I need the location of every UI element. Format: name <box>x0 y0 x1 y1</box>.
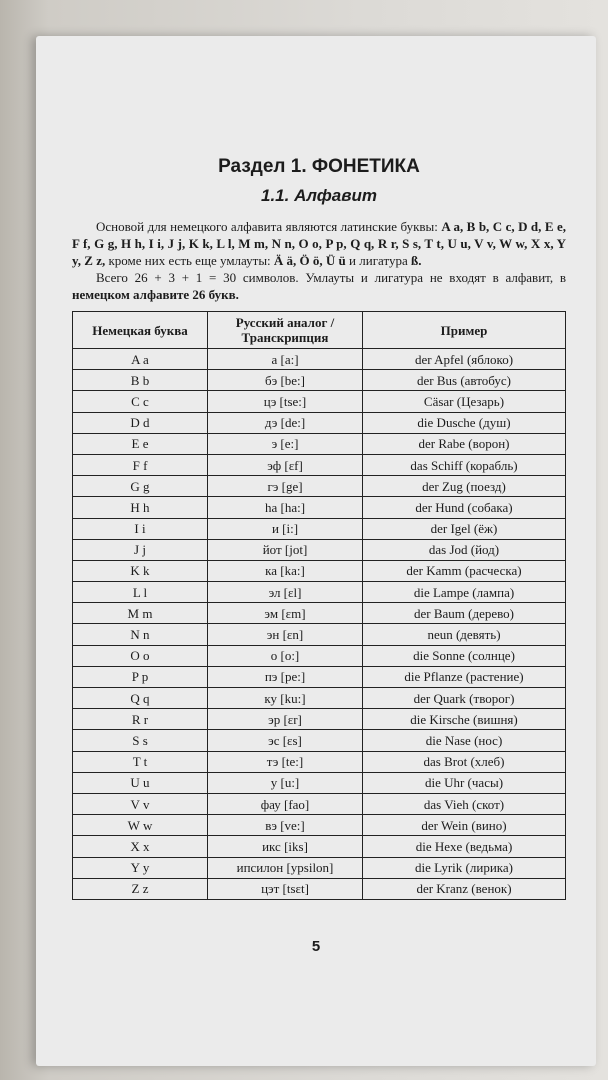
cell-german-letter: I i <box>73 518 208 539</box>
cell-german-letter: R r <box>73 709 208 730</box>
cell-german-letter: F f <box>73 454 208 475</box>
header-example: Пример <box>363 312 566 349</box>
table-row <box>73 518 566 539</box>
cell-example: das Jod (йод) <box>363 539 566 560</box>
cell-russian-transcription: эф [ɛf] <box>208 454 363 475</box>
cell-german-letter: A a <box>73 349 208 370</box>
cell-german-letter: P p <box>73 666 208 687</box>
paragraph2-bold: немецком алфавите 26 букв. <box>72 287 239 302</box>
cell-german-letter: Q q <box>73 688 208 709</box>
book-page <box>36 36 596 1066</box>
table-row <box>73 603 566 624</box>
paragraph-alphabet-basis <box>72 218 566 269</box>
table-row <box>73 751 566 772</box>
page-number: 5 <box>311 938 321 955</box>
cell-german-letter: K k <box>73 560 208 581</box>
cell-example: der Kamm (расческа) <box>363 560 566 581</box>
cell-example: der Apfel (яблоко) <box>363 349 566 370</box>
table-row <box>73 412 566 433</box>
cell-example: der Baum (дерево) <box>363 603 566 624</box>
table-row <box>73 370 566 391</box>
cell-russian-transcription: эр [ɛr] <box>208 709 363 730</box>
table-row <box>73 645 566 666</box>
cell-russian-transcription: эн [ɛn] <box>208 624 363 645</box>
cell-example: die Kirsche (вишня) <box>363 709 566 730</box>
cell-example: der Kranz (венок) <box>363 878 566 899</box>
table-row <box>73 666 566 687</box>
table-header-row <box>73 312 566 349</box>
cell-example: der Quark (творог) <box>363 688 566 709</box>
cell-russian-transcription: тэ [te:] <box>208 751 363 772</box>
table-row <box>73 349 566 370</box>
cell-german-letter: L l <box>73 582 208 603</box>
cell-russian-transcription: йот [jot] <box>208 539 363 560</box>
cell-example: die Lampe (лампа) <box>363 582 566 603</box>
paragraph1-umlauts: Ä ä, Ö ö, Ü ü <box>273 253 346 268</box>
table-row <box>73 815 566 836</box>
cell-example: die Hexe (ведьма) <box>363 836 566 857</box>
paragraph2-text: Всего 26 + 3 + 1 = 30 символов. Умлауты и лигатура не входят в алфавит, в <box>96 270 566 285</box>
cell-russian-transcription: гэ [ge] <box>208 476 363 497</box>
cell-german-letter: O o <box>73 645 208 666</box>
cell-german-letter: U u <box>73 772 208 793</box>
cell-example: der Bus (автобус) <box>363 370 566 391</box>
cell-german-letter: M m <box>73 603 208 624</box>
cell-russian-transcription: эм [ɛm] <box>208 603 363 624</box>
cell-russian-transcription: о [o:] <box>208 645 363 666</box>
cell-example: die Nase (нос) <box>363 730 566 751</box>
cell-example: der Rabe (ворон) <box>363 433 566 454</box>
table-row <box>73 497 566 518</box>
header-german-letter: Немецкая буква <box>73 312 208 349</box>
cell-russian-transcription: бэ [be:] <box>208 370 363 391</box>
cell-german-letter: Z z <box>73 878 208 899</box>
cell-russian-transcription: дэ [de:] <box>208 412 363 433</box>
cell-russian-transcription: пэ [pe:] <box>208 666 363 687</box>
paragraph1-mid: кроме них есть еще умлауты: <box>108 253 271 268</box>
cell-german-letter: N n <box>73 624 208 645</box>
cell-german-letter: J j <box>73 539 208 560</box>
cell-russian-transcription: вэ [ve:] <box>208 815 363 836</box>
cell-russian-transcription: а [a:] <box>208 349 363 370</box>
table-row <box>73 476 566 497</box>
table-row <box>73 582 566 603</box>
table-row <box>73 836 566 857</box>
cell-example: der Hund (собака) <box>363 497 566 518</box>
cell-example: der Igel (ёж) <box>363 518 566 539</box>
cell-russian-transcription: цэ [tse:] <box>208 391 363 412</box>
table-row <box>73 857 566 878</box>
cell-russian-transcription: ha [ha:] <box>208 497 363 518</box>
table-row <box>73 772 566 793</box>
paragraph1-intro: Основой для немецкого алфавита являются латинские буквы: <box>96 219 438 234</box>
cell-example: die Uhr (часы) <box>363 772 566 793</box>
cell-russian-transcription: у [u:] <box>208 772 363 793</box>
cell-example: die Sonne (солнце) <box>363 645 566 666</box>
paragraph1-and: и лигатура <box>349 253 408 268</box>
table-row <box>73 624 566 645</box>
table-row <box>73 878 566 899</box>
subsection-title: 1.1. Алфавит <box>261 186 377 205</box>
cell-german-letter: B b <box>73 370 208 391</box>
cell-german-letter: H h <box>73 497 208 518</box>
cell-russian-transcription: эс [ɛs] <box>208 730 363 751</box>
cell-german-letter: C c <box>73 391 208 412</box>
cell-german-letter: D d <box>73 412 208 433</box>
table-row <box>73 793 566 814</box>
table-row <box>73 709 566 730</box>
cell-example: der Zug (поезд) <box>363 476 566 497</box>
table-row <box>73 688 566 709</box>
cell-example: die Dusche (душ) <box>363 412 566 433</box>
table-row <box>73 539 566 560</box>
cell-example: das Brot (хлеб) <box>363 751 566 772</box>
table-row <box>73 391 566 412</box>
cell-example: neun (девять) <box>363 624 566 645</box>
cell-russian-transcription: цэт [tsɛt] <box>208 878 363 899</box>
paragraph1-ligature: ß. <box>411 253 422 268</box>
cell-example: die Lyrik (лирика) <box>363 857 566 878</box>
page-content <box>72 156 566 900</box>
cell-german-letter: W w <box>73 815 208 836</box>
cell-russian-transcription: ипсилон [ypsilon] <box>208 857 363 878</box>
cell-german-letter: T t <box>73 751 208 772</box>
alphabet-table <box>72 311 566 900</box>
paragraph1-letters: A a, B b, C c, D d, E e, F f, G g, H h, I i, J j, K k, L l, M m, N n, O o, P p, Q q, R r, S s, T t, U u, V v, W w, X x, Y y, Z z, <box>72 219 567 268</box>
cell-example: das Vieh (скот) <box>363 793 566 814</box>
table-row <box>73 454 566 475</box>
table-body <box>73 349 566 900</box>
cell-russian-transcription: э [e:] <box>208 433 363 454</box>
cell-example: die Pflanze (растение) <box>363 666 566 687</box>
cell-german-letter: X x <box>73 836 208 857</box>
cell-example: das Schiff (корабль) <box>363 454 566 475</box>
cell-example: Cäsar (Цезарь) <box>363 391 566 412</box>
cell-russian-transcription: икс [iks] <box>208 836 363 857</box>
cell-german-letter: V v <box>73 793 208 814</box>
cell-russian-transcription: ку [ku:] <box>208 688 363 709</box>
cell-russian-transcription: ка [ka:] <box>208 560 363 581</box>
cell-german-letter: E e <box>73 433 208 454</box>
cell-russian-transcription: фау [fao] <box>208 793 363 814</box>
cell-russian-transcription: эл [ɛl] <box>208 582 363 603</box>
cell-german-letter: G g <box>73 476 208 497</box>
table-row <box>73 730 566 751</box>
table-row <box>73 433 566 454</box>
cell-german-letter: S s <box>73 730 208 751</box>
cell-example: der Wein (вино) <box>363 815 566 836</box>
paragraph-symbol-count <box>72 269 566 303</box>
header-russian-transcription: Русский аналог / Транскрипция <box>208 312 363 349</box>
section-title: Раздел 1. ФОНЕТИКА <box>218 156 420 177</box>
table-row <box>73 560 566 581</box>
cell-german-letter: Y y <box>73 857 208 878</box>
cell-russian-transcription: и [i:] <box>208 518 363 539</box>
